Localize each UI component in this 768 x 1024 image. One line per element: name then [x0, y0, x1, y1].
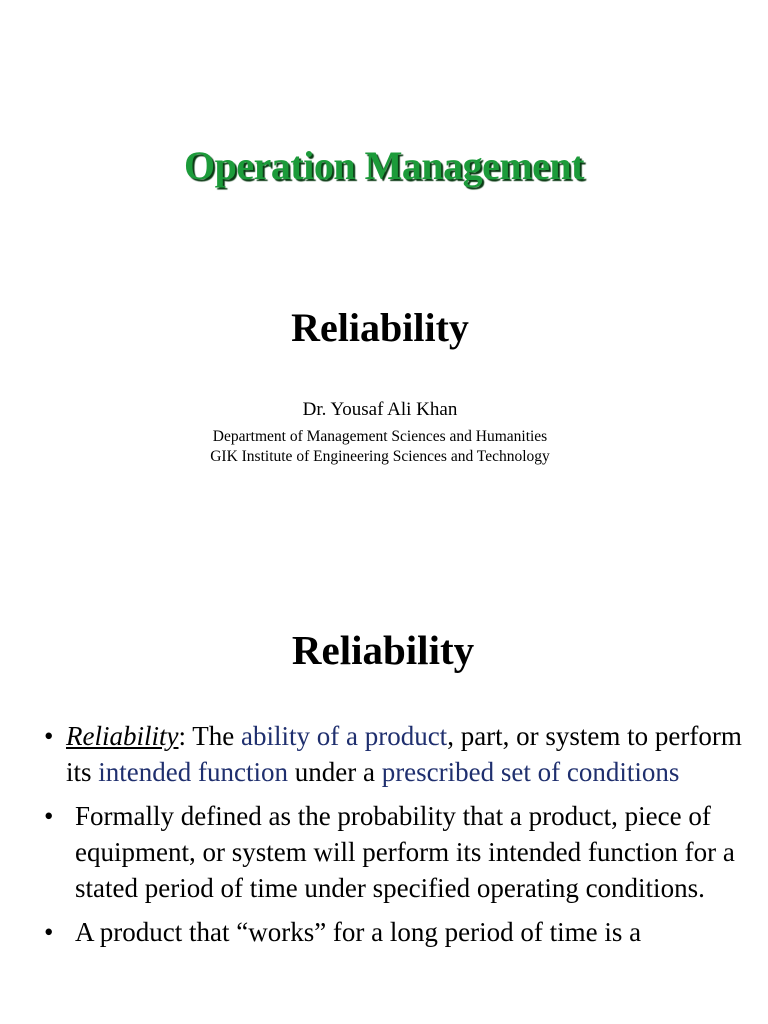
- bullet-text: , part, or system to perform its: [66, 721, 742, 787]
- bullet-dot: •: [44, 917, 54, 947]
- defined-term: Reliability: [66, 721, 179, 751]
- bullet-text: under a: [287, 757, 382, 787]
- course-title: Operation Management: [184, 143, 584, 188]
- bullet-text: : The: [178, 721, 241, 751]
- author-name: Dr. Yousaf Ali Khan: [302, 399, 458, 420]
- section-heading: Reliability: [291, 627, 475, 673]
- bullet-dot: •: [44, 721, 54, 751]
- lecture-topic-title: Reliability: [291, 305, 469, 350]
- department-name: Department of Management Sciences and Humanities: [212, 428, 548, 445]
- institute-name: GIK Institute of Engineering Sciences and Technology: [210, 448, 550, 465]
- bullet-dot: •: [44, 801, 54, 831]
- highlighted-phrase: prescribed set of conditions: [381, 757, 680, 787]
- highlighted-phrase: ability of a product: [240, 721, 448, 751]
- bullet-text: Formally defined as the probability that a product, piece of equipment, or system will perform its intended function for a stated period of time under specified operating conditions.: [75, 801, 735, 903]
- bullet-item: [44, 718, 744, 790]
- bullet-item: [44, 914, 744, 950]
- bullet-item: [44, 798, 744, 906]
- bullet-text: A product that “works” for a long period of time is a: [75, 917, 642, 947]
- bullet-list: [44, 718, 744, 958]
- highlighted-phrase: intended function: [98, 757, 288, 787]
